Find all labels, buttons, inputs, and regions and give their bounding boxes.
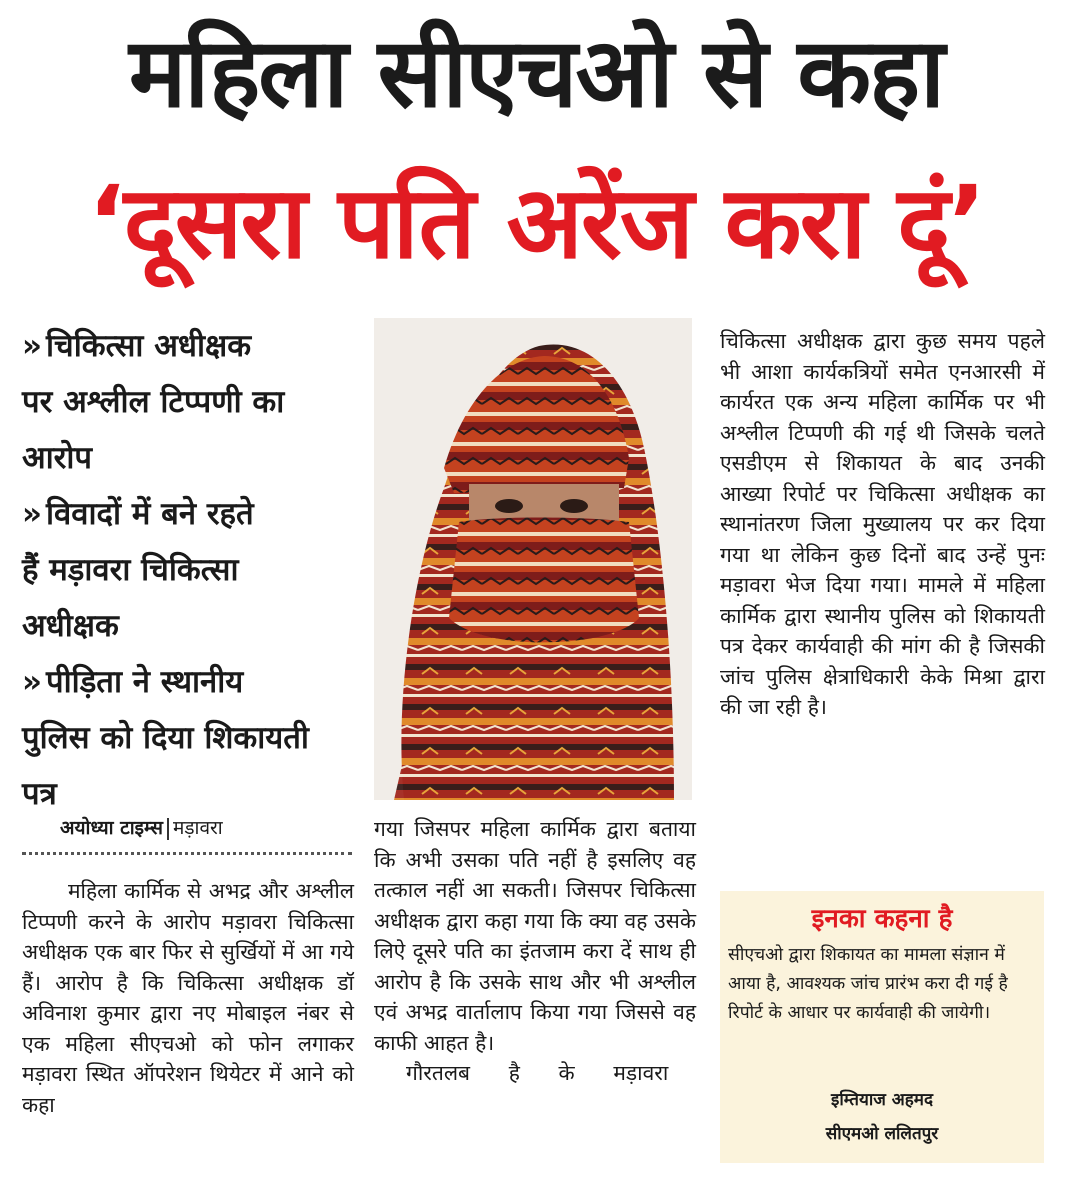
quote-box [720,891,1044,1163]
chevron-double-right-icon: » [22,496,43,532]
quote-author-designation: सीएमओ ललितपुर [825,1124,939,1144]
quote-author-name: इम्तियाज अहमद [831,1090,933,1110]
article-column-1 [22,876,354,1120]
veiled-woman-photo [374,318,692,800]
byline-place: मड़ावरा [173,817,223,839]
highlight-2-line-1: » विवादों में बने रहते [22,496,254,532]
highlight-3-line-3: पत्र [22,776,57,812]
headline-line-1: महिला सीएचओ से कहा [129,17,943,129]
article-column-1-text: महिला कार्मिक से अभद्र और अश्लील टिप्पणी करने के आरोप मड़ावरा चिकित्सा अधीक्षक एक बार फिर से सुर्खियों में आ गये हैं। आरोप है कि चिकित्सा अधीक्षक डॉ अविनाश कुमार द्वारा नए मोबाइल नंबर से एक महिला सीएचओ को फोन लगाकर मड़ावरा स्थित ऑपरेशन थियेटर में आने को कहा [22,879,354,1117]
headline-line-2: ‘दूसरा पति अरेंज करा दूं’ [87,164,985,281]
article-column-2-para-2: गौरतलब है के मड़ावरा [406,1061,669,1085]
article-column-3-text: चिकित्सा अधीक्षक द्वारा कुछ समय पहले भी आशा कार्यकत्रियों समेत एनआरसी में कार्यरत एक अन्य महिला कार्मिक पर भी अश्लील टिप्पणी की गई थी जिसके चलते एसडीएम से शिकायत के बाद उनकी आख्या रिपोर्ट पर चिकित्सा अधीक्षक का स्थानांतरण जिला मुख्यालय पर कर दिया गया था लेकिन कुछ दिनों बाद उन्हें पुनः मड़ावरा भेज दिया गया। मामले में महिला कार्मिक द्वारा स्थानीय पुलिस को शिकायती पत्र देकर कार्यवाही की मांग की है जिसकी जांच पुलिस क्षेत्राधिकारी केके मिश्रा द्वारा की जा रही है। [720,329,1045,719]
byline-divider [167,818,169,840]
highlights-list [22,318,362,822]
byline-source: अयोध्या टाइम्स [60,817,164,839]
chevron-double-right-icon: » [22,328,43,364]
article-photo [374,318,692,800]
chevron-double-right-icon: » [22,664,43,700]
article-column-2 [374,814,696,1089]
article-column-3 [720,326,1045,723]
highlight-2-line-3: अधीक्षक [22,608,119,644]
highlight-3-line-1: » पीड़िता ने स्थानीय [22,664,244,700]
quote-box-text: सीएचओ द्वारा शिकायत का मामला संज्ञान में आया है, आवश्यक जांच प्रारंभ करा दी गई है रिपोर्ट के आधार पर कार्यवाही की जायेगी। [728,945,1008,1023]
highlight-1-line-2: पर अश्लील टिप्पणी का [22,384,285,420]
highlight-1-line-1: » चिकित्सा अधीक्षक [22,328,252,364]
byline-dotted-rule [22,852,352,855]
quote-box-title: इनका कहना है [811,904,953,934]
highlight-2-line-2: हैं मड़ावरा चिकित्सा [22,552,239,588]
byline [60,814,223,840]
highlight-1-line-3: आरोप [22,440,92,476]
highlight-3-line-2: पुलिस को दिया शिकायती [22,720,309,756]
article-column-2-para-1: गया जिसपर महिला कार्मिक द्वारा बताया कि अभी उसका पति नहीं है इसलिए वह तत्काल नहीं आ सकती। जिसपर चिकित्सा अधीक्षक द्वारा कहा गया कि क्या वह उसके लिऐ दूसरे पति का इंतजाम करा दें साथ ही आरोप है कि उसके साथ और भी अश्लील एवं अभद्र वार्तालाप किया गया जिससे वह काफी आहत है। [374,817,696,1055]
